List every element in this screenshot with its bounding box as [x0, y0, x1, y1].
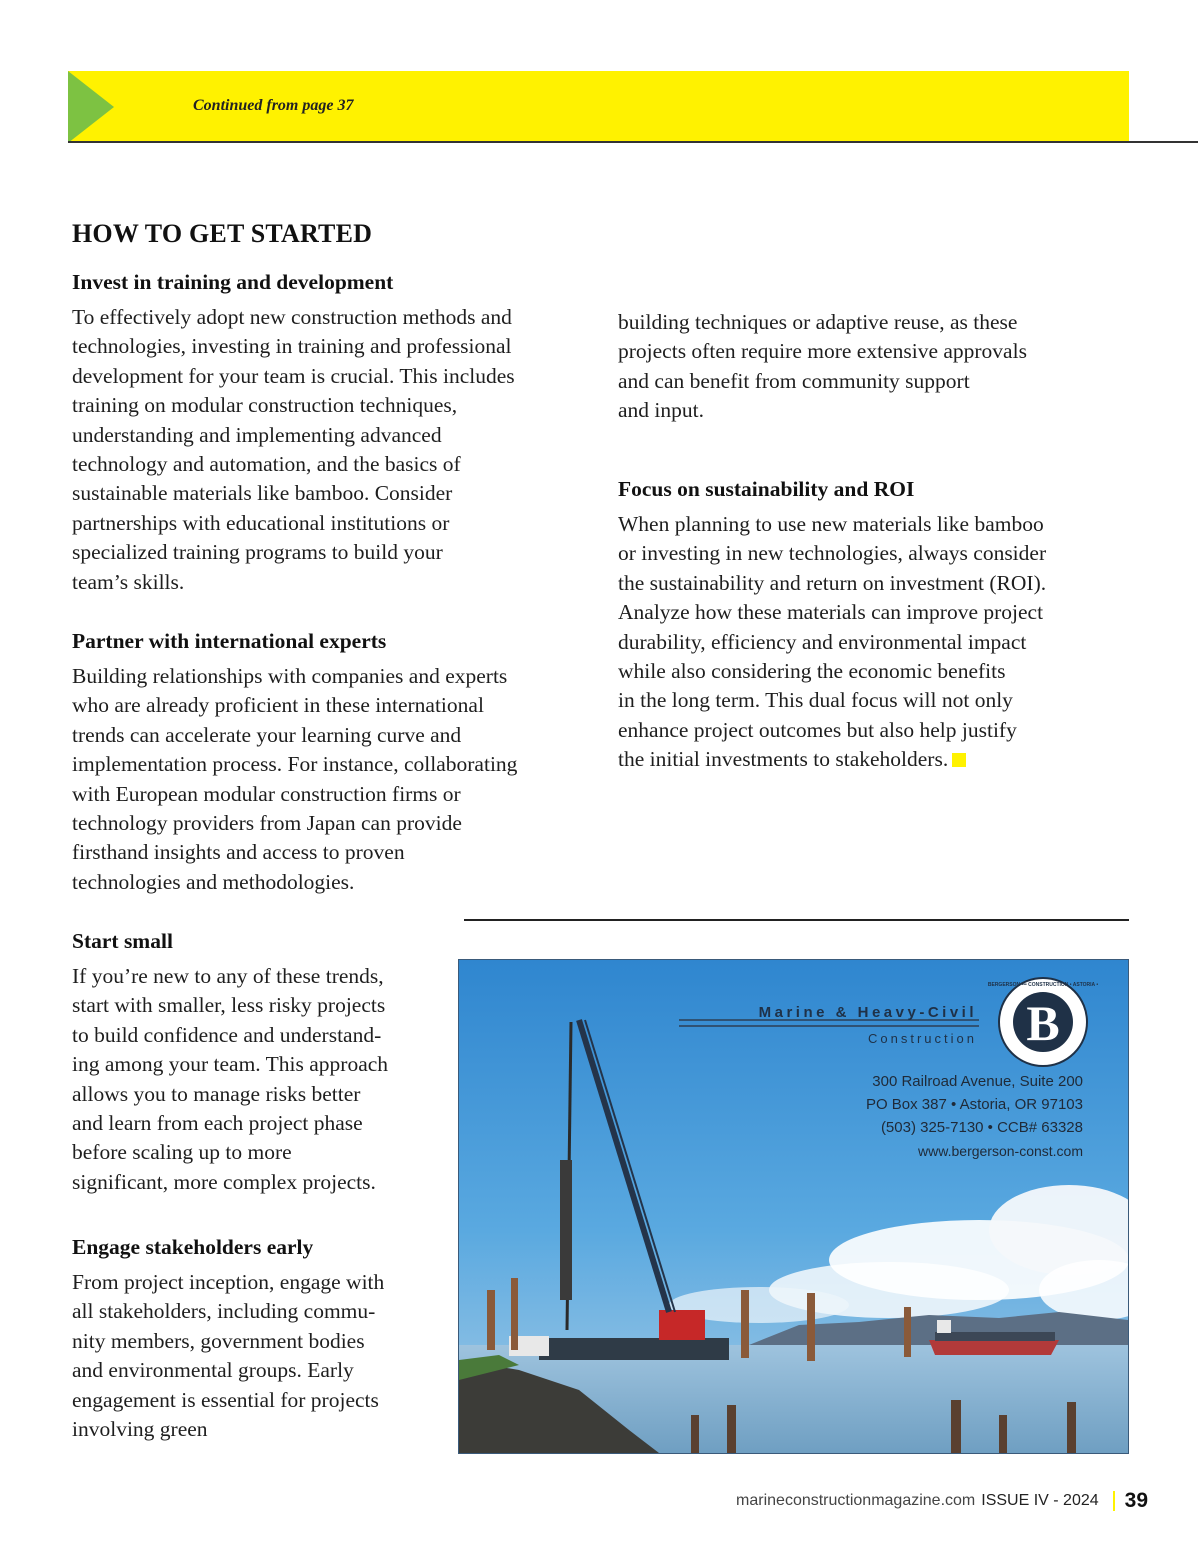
section-partner	[72, 627, 592, 897]
section-training	[72, 268, 592, 597]
page-number: 39	[1124, 1489, 1148, 1512]
logo-ring-text: BERGERSON ••• CONSTRUCTION • ASTORIA •	[987, 982, 1099, 988]
partner-body: Building relationships with companies and experts who are already proficient in these international trends can accelerate your learning curve and implementation process. For instance, collaborating with European modular construction firms or technology providers from Japan can provide firsthand insights and access to proven technologies and methodologies.	[72, 664, 518, 894]
stakeholders-body: From project inception, engage with all stakeholders, including commu- nity members, government bodies and environmental groups. Early engagement is essential for projects involving green	[72, 1270, 385, 1442]
sustainability-body: When planning to use new materials like bamboo or investing in new technologies, always consider the sustainability and return on investment (ROI). Analyze how these materials can improve project durability, efficiency and environmental impact while also considering the economic benefits in the long term. This dual focus will not only enhance project outcomes but also help justify the initial investments to stakeholders.	[618, 512, 1047, 772]
start-small-heading: Start small	[72, 929, 173, 953]
training-heading: Invest in training and development	[72, 270, 394, 294]
partner-heading: Partner with international experts	[72, 629, 387, 653]
bergerson-advertisement[interactable]	[458, 959, 1129, 1454]
continuation-body: building techniques or adaptive reuse, as these projects often require more extensive approvals and can benefit from community support and input.	[618, 310, 1027, 423]
ad-phone: (503) 325-7130 • CCB# 63328	[880, 1119, 1083, 1136]
end-mark-icon	[952, 753, 966, 767]
start-small-body: If you’re new to any of these trends, start with smaller, less risky projects to build confidence and understand- ing among your team. This approach allows you to manage risks better and learn from each project phase before scaling up to more significant, more complex projects.	[72, 964, 389, 1194]
continued-note: Continued from page 37	[193, 97, 354, 114]
logo-letter: B	[1026, 995, 1060, 1051]
right-continuation	[618, 308, 1138, 426]
footer-separator	[1113, 1491, 1115, 1511]
stakeholders-heading: Engage stakeholders early	[72, 1235, 314, 1259]
ad-illustration	[459, 960, 1128, 1453]
ad-address-line2: PO Box 387 • Astoria, OR 97103	[865, 1096, 1083, 1113]
section-stakeholders	[72, 1233, 452, 1444]
ad-website[interactable]: www.bergerson-const.com	[918, 1143, 1083, 1159]
training-body: To effectively adopt new construction methods and technologies, investing in training and professional development for your team is crucial. This includes training on modular construction techniques, understanding and implementing advanced technology and automation, and the basics of sustainable materials like bamboo. Consider partnerships with educational institutions or specialized training programs to build your team’s skills.	[72, 305, 515, 594]
footer-site[interactable]: marineconstructionmagazine.com	[736, 1492, 976, 1509]
green-arrow-icon	[68, 71, 114, 143]
ad-address-line1: 300 Railroad Avenue, Suite 200	[872, 1073, 1083, 1090]
page-footer	[736, 1489, 1148, 1513]
section-title: HOW TO GET STARTED	[72, 219, 373, 248]
ad-divider	[464, 919, 1129, 921]
section-start-small	[72, 927, 452, 1197]
section-sustainability	[618, 475, 1138, 775]
ad-tagline: Marine & Heavy-Civil	[758, 1004, 977, 1021]
ad-tagline-sub: Construction	[868, 1031, 977, 1046]
sustainability-heading: Focus on sustainability and ROI	[618, 477, 915, 501]
header-rule	[68, 141, 1198, 143]
footer-issue: ISSUE IV - 2024	[981, 1492, 1099, 1509]
